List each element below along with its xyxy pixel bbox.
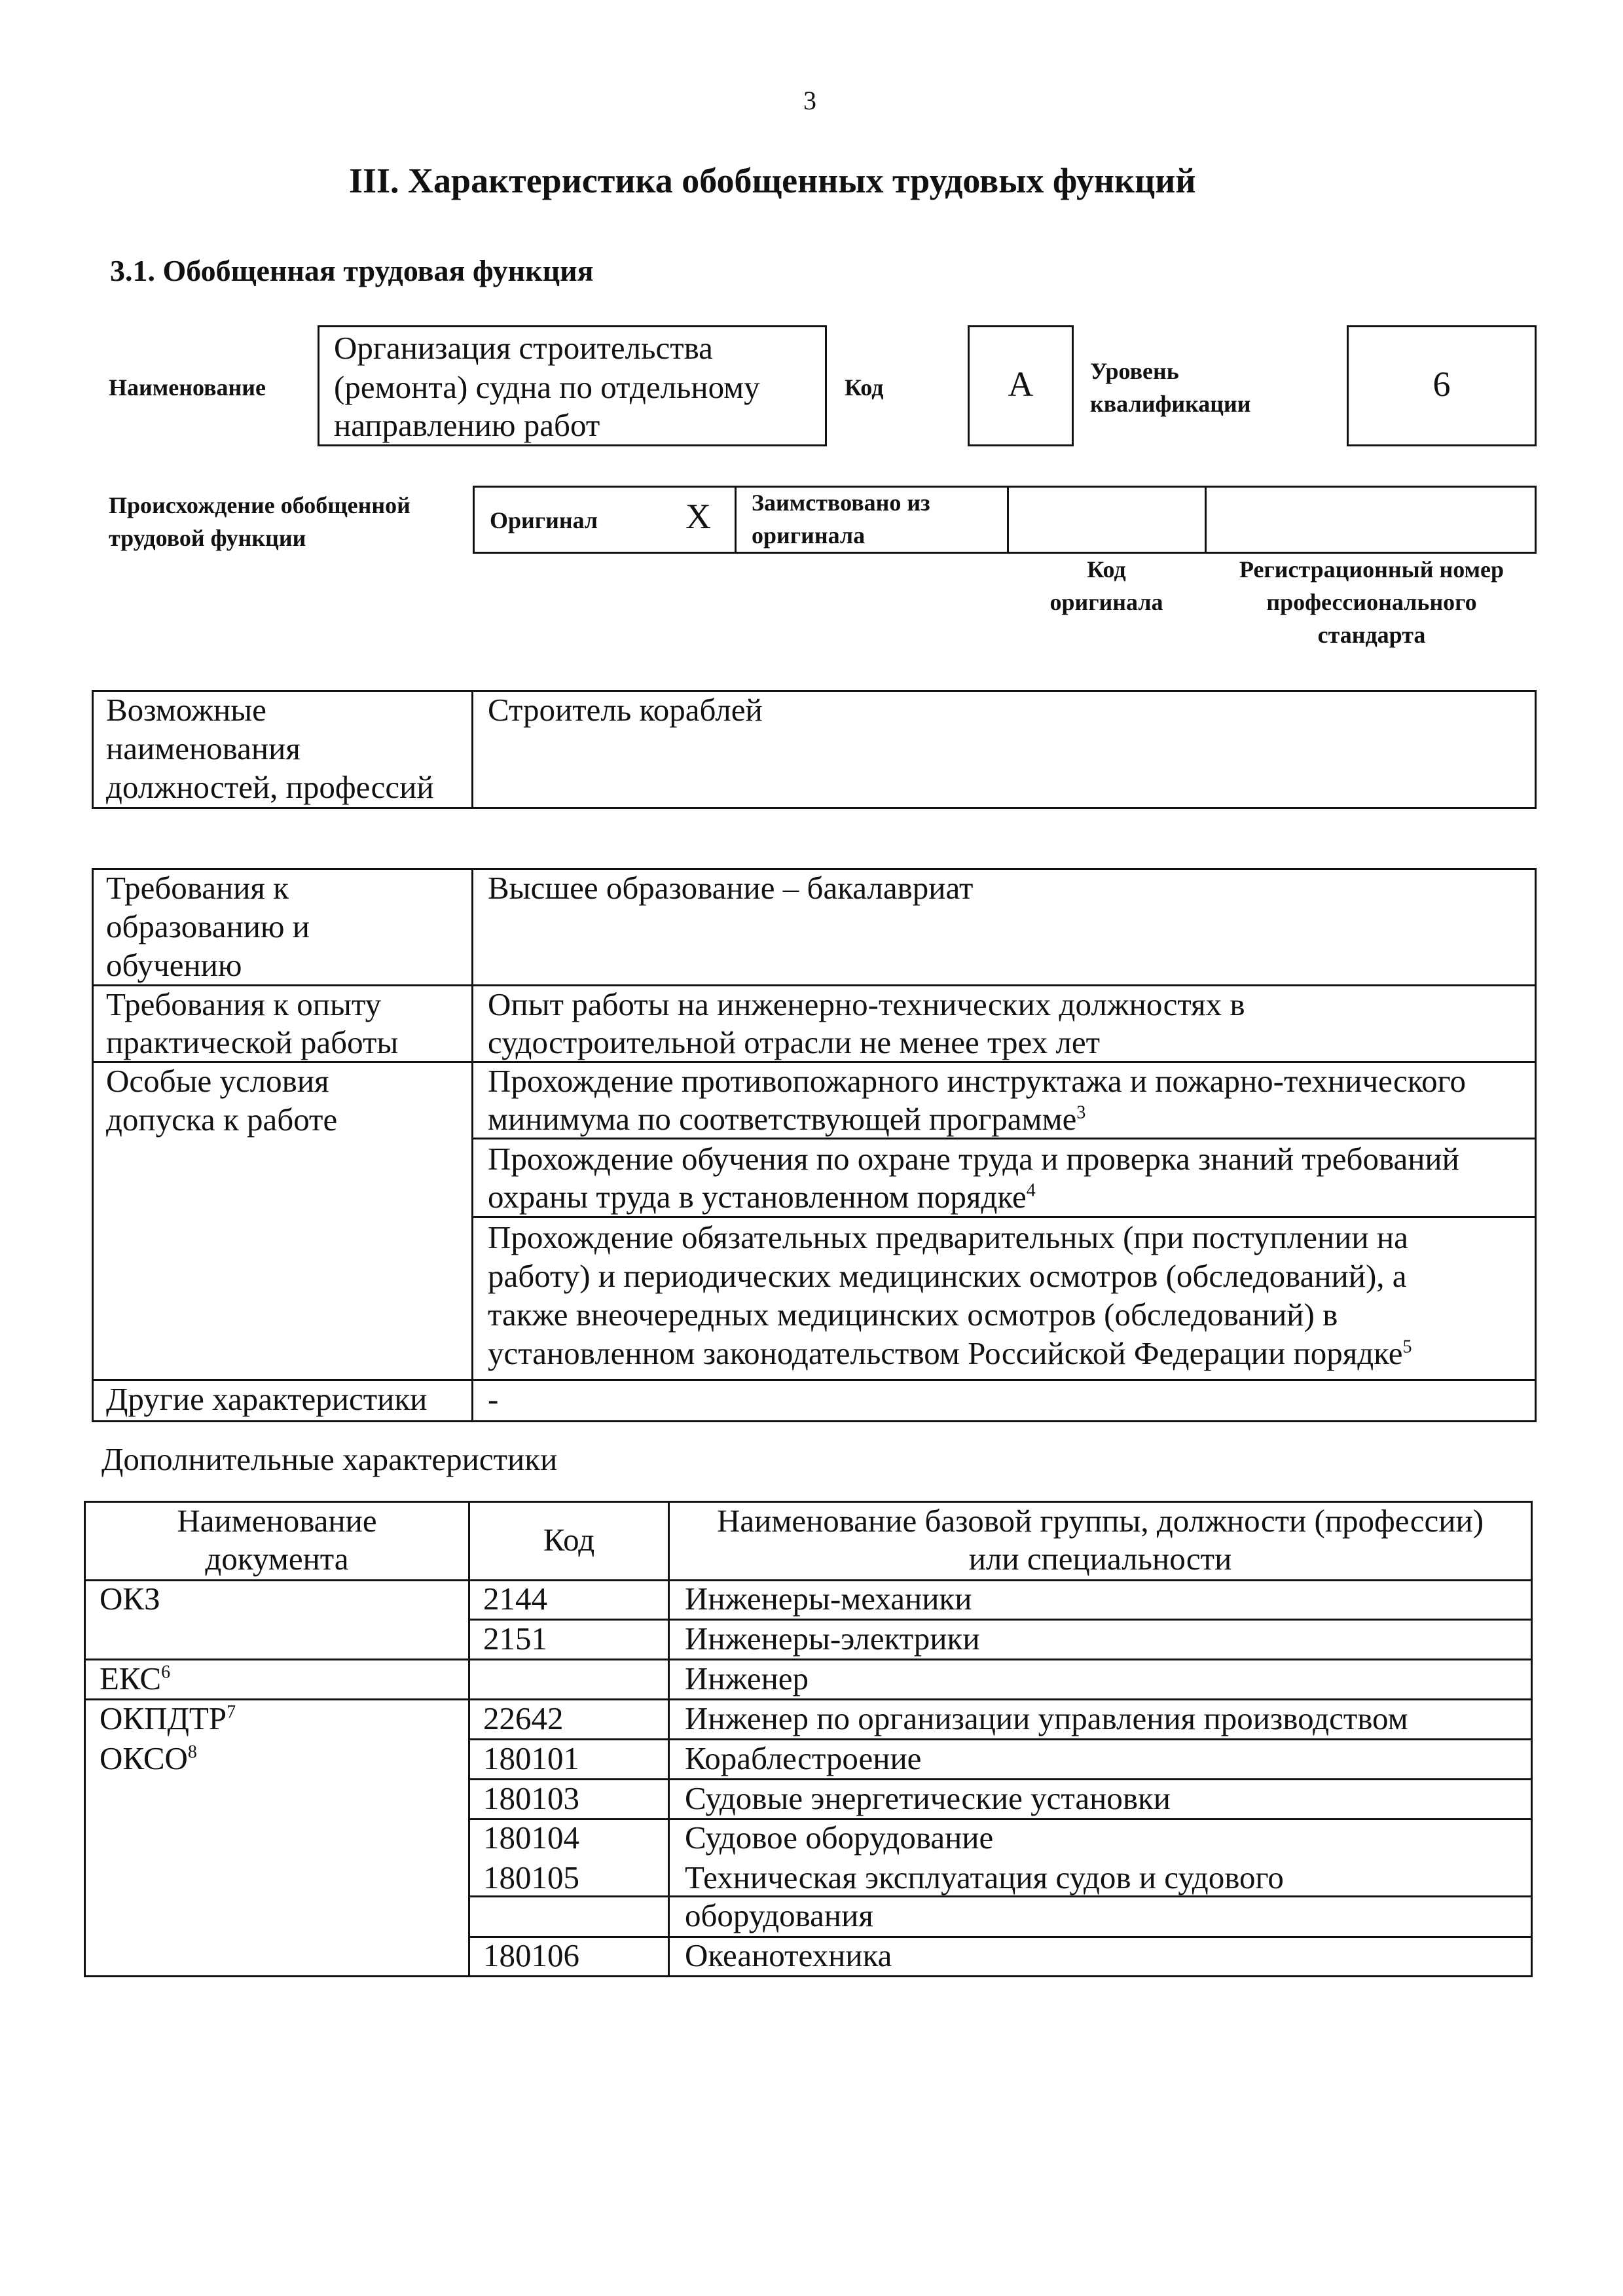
footnote-3: 3 [1076,1102,1086,1123]
footnote-7: 7 [227,1702,236,1723]
row-8-code: 180105 [483,1859,579,1895]
other-value: - [488,1381,499,1417]
positions-value: Строитель кораблей [488,692,763,728]
positions-label-1: Возможные [106,692,266,728]
level-label-line-1: Уровень [1090,358,1179,384]
col-doc-header-1: Наименование [177,1503,377,1539]
origin-label-line-1: Происхождение обобщенной [109,492,410,518]
row-7-code: 180104 [483,1820,579,1856]
education-label-1: Требования к [106,870,289,906]
borrowed-label-line-2: оригинала [752,522,866,548]
education-label-3: обучению [106,947,242,983]
additional-title: Дополнительные характеристики [101,1441,558,1477]
origin-table [473,486,1537,554]
special-3-line-2: работу) и периодических медицинских осмотров (обследований), а [488,1258,1407,1294]
footnote-5: 5 [1402,1336,1412,1357]
row-6-name: Судовые энергетические установки [685,1780,1171,1816]
positions-label-3: должностей, профессий [106,769,434,805]
col-code-header: Код [543,1522,595,1558]
special-2-line-2: охраны труда в установленном порядке$^4$ [488,1179,1036,1215]
code-original-caption-2: оригинала [1049,589,1163,615]
level-label-line-2: квалификации [1090,391,1251,417]
row-4-code: 22642 [483,1700,564,1736]
special-label-2: допуска к работе [106,1102,338,1138]
row-9-code: 180106 [483,1937,579,1973]
reg-number-caption-1: Регистрационный номер [1239,556,1504,583]
row-5-doc: ОКСО$^8$ [100,1740,197,1776]
name-value-line-2: (ремонта) судна по отдельному [334,369,760,405]
subsection-title: 3.1. Обобщенная трудовая функция [110,254,594,287]
level-value: 6 [1432,365,1451,404]
row-7-name: Судовое оборудование [685,1820,994,1856]
row-9-name: Океанотехника [685,1937,892,1973]
row-1-doc: ОКЗ [100,1581,160,1617]
row-4-name: Инженер по организации управления производством [685,1700,1408,1736]
level-value-box [1347,325,1537,446]
row-1-name: Инженеры-механики [685,1581,972,1617]
education-label-2: образованию и [106,908,310,944]
special-3-line-4: установленном законодательством Российской Федерации порядке$^5$ [488,1335,1412,1371]
special-3-line-1: Прохождение обязательных предварительных (при поступлении на [488,1219,1408,1255]
row-2-code: 2151 [483,1621,547,1657]
experience-label-1: Требования к опыту [106,986,382,1022]
origin-label-line-2: трудовой функции [109,525,306,551]
name-label: Наименование [109,374,266,401]
row-6-code: 180103 [483,1780,579,1816]
experience-value-1: Опыт работы на инженерно-технических должностях в [488,986,1245,1022]
row-2-name: Инженеры-электрики [685,1621,980,1657]
row-4-doc: ОКПДТР$^7$ [100,1700,236,1736]
reg-number-caption-2: профессионального [1266,589,1477,615]
special-3-line-3: также внеочередных медицинских осмотров (обследований) в [488,1297,1338,1333]
row-3-doc: ЕКС$^6$ [100,1660,171,1696]
col-name-header-1: Наименование базовой группы, должности (профессии) [716,1503,1484,1539]
experience-label-2: практической работы [106,1024,399,1060]
original-mark: X [685,497,711,536]
col-name-header-2: или специальности [968,1541,1232,1577]
code-value: А [1008,365,1034,404]
name-value-line-3: направлению работ [334,407,600,443]
row-8-name-1: Техническая эксплуатация судов и судового [685,1859,1284,1895]
special-label-1: Особые условия [106,1063,329,1099]
education-value: Высшее образование – бакалавриат [488,870,974,906]
special-1-line-2: минимума по соответствующей программе$^3$ [488,1101,1086,1137]
row-5-code: 180101 [483,1740,579,1776]
row-8-name-2: оборудования [685,1897,873,1933]
positions-label-2: наименования [106,730,301,766]
code-label: Код [845,374,884,401]
name-value-line-1: Организация строительства [334,330,713,366]
other-label: Другие характеристики [106,1381,428,1417]
special-1-line-1: Прохождение противопожарного инструктажа и пожарно-технического [488,1063,1466,1099]
code-value-box [968,325,1074,446]
col-doc-header-2: документа [205,1541,349,1577]
row-5-name: Кораблестроение [685,1740,922,1776]
special-2-line-1: Прохождение обучения по охране труда и проверка знаний требований [488,1141,1459,1177]
reg-number-caption-3: стандарта [1317,622,1426,648]
footnote-6: 6 [161,1662,171,1683]
footnote-4: 4 [1026,1180,1036,1201]
original-label: Оригинал [490,507,598,533]
footnote-8: 8 [187,1742,197,1763]
row-3-name: Инженер [685,1660,809,1696]
row-1-code: 2144 [483,1581,547,1617]
borrowed-label-line-1: Заимствовано из [752,490,930,516]
name-value-box [318,325,827,446]
section-title: III. Характеристика обобщенных трудовых функций [349,161,1196,200]
experience-value-2: судостроительной отрасли не менее трех лет [488,1024,1101,1060]
page-number: 3 [803,86,816,115]
code-original-caption-1: Код [1087,556,1126,583]
